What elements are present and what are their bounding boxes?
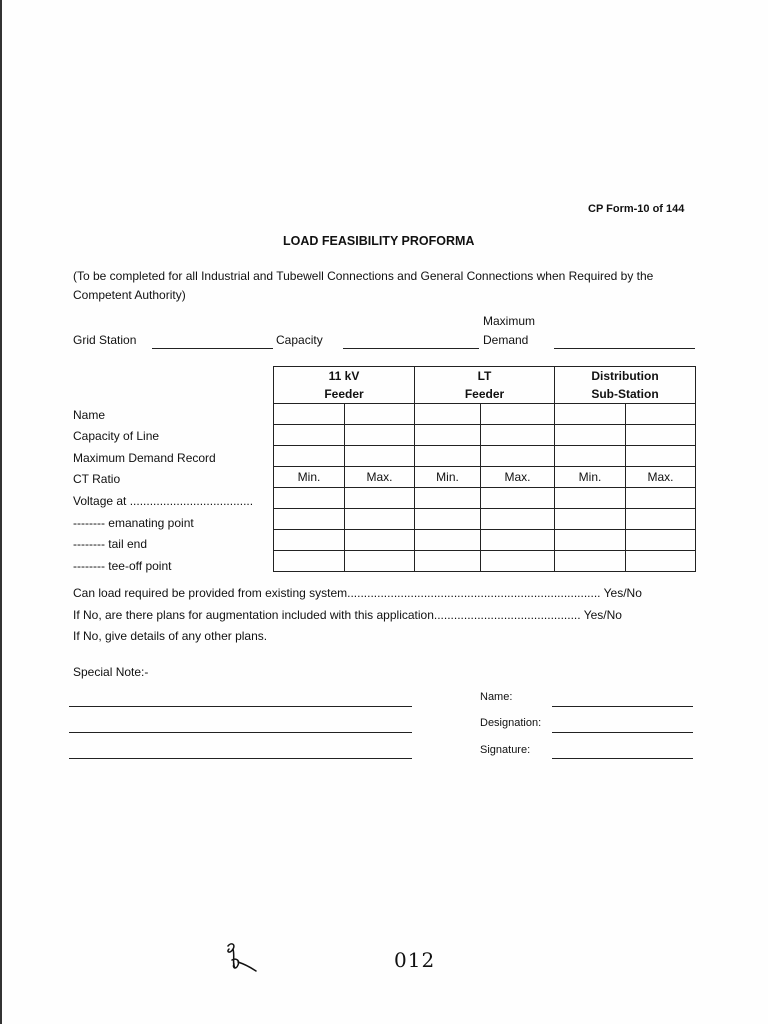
row-tee-off-point xyxy=(274,551,696,572)
page-number: 012 xyxy=(394,948,436,972)
header-lt-feeder: LT Feeder xyxy=(415,367,555,404)
max-demand-label-1: Maximum xyxy=(483,314,536,328)
form-reference: CP Form-10 of 144 xyxy=(588,203,685,215)
header-distribution-substation: Distribution Sub-Station xyxy=(555,367,696,404)
row-label-ct-ratio: CT Ratio xyxy=(73,472,121,486)
question-existing-system: Can load required be provided from existing system............................................................................ Yes/No xyxy=(73,586,642,600)
question-augmentation: If No, are there plans for augmentation included with this application............................................ Yes/No xyxy=(73,608,622,622)
page-title: LOAD FEASIBILITY PROFORMA xyxy=(283,234,475,248)
name-field[interactable] xyxy=(552,706,693,707)
signature-label: Signature: xyxy=(480,744,531,756)
header-11kv-feeder: 11 kV Feeder xyxy=(274,367,415,404)
special-note-line-1[interactable] xyxy=(69,706,412,707)
instruction-line-2: Competent Authority) xyxy=(73,288,186,302)
special-note-label: Special Note:- xyxy=(73,665,149,679)
row-label-voltage-at: Voltage at ..................................... xyxy=(73,494,254,508)
row-emanating-point xyxy=(274,509,696,530)
max-demand-field[interactable] xyxy=(554,348,695,349)
feasibility-table xyxy=(273,366,696,572)
designation-label: Designation: xyxy=(480,717,542,729)
min-cell: Min. xyxy=(274,467,345,488)
max-demand-label-2: Demand xyxy=(483,333,529,347)
row-label-maximum-demand-record: Maximum Demand Record xyxy=(73,451,216,465)
row-maximum-demand-record xyxy=(274,446,696,467)
max-cell: Max. xyxy=(626,467,696,488)
row-label-capacity-of-line: Capacity of Line xyxy=(73,429,160,443)
max-cell: Max. xyxy=(481,467,555,488)
row-voltage-at xyxy=(274,488,696,509)
row-capacity-of-line xyxy=(274,425,696,446)
capacity-label: Capacity xyxy=(276,333,323,347)
handwritten-initials xyxy=(222,940,262,975)
min-cell: Min. xyxy=(555,467,626,488)
scan-edge xyxy=(0,0,2,1024)
row-label-tee-off-point: -------- tee-off point xyxy=(73,559,172,573)
special-note-line-3[interactable] xyxy=(69,758,412,759)
special-note-line-2[interactable] xyxy=(69,732,412,733)
row-name xyxy=(274,404,696,425)
row-label-emanating-point: -------- emanating point xyxy=(73,516,194,530)
designation-field[interactable] xyxy=(552,732,693,733)
signature-field[interactable] xyxy=(552,758,693,759)
row-tail-end xyxy=(274,530,696,551)
grid-station-field[interactable] xyxy=(152,348,273,349)
question-other-plans: If No, give details of any other plans. xyxy=(73,629,268,643)
min-cell: Min. xyxy=(415,467,481,488)
row-label-tail-end: -------- tail end xyxy=(73,537,147,551)
capacity-field[interactable] xyxy=(343,348,479,349)
grid-station-label: Grid Station xyxy=(73,333,137,347)
name-label: Name: xyxy=(480,691,513,703)
row-label-name: Name xyxy=(73,408,106,422)
max-cell: Max. xyxy=(345,467,415,488)
row-ct-ratio xyxy=(274,467,696,488)
instruction-line-1: (To be completed for all Industrial and Tubewell Connections and General Connections when Required by the xyxy=(73,269,654,283)
